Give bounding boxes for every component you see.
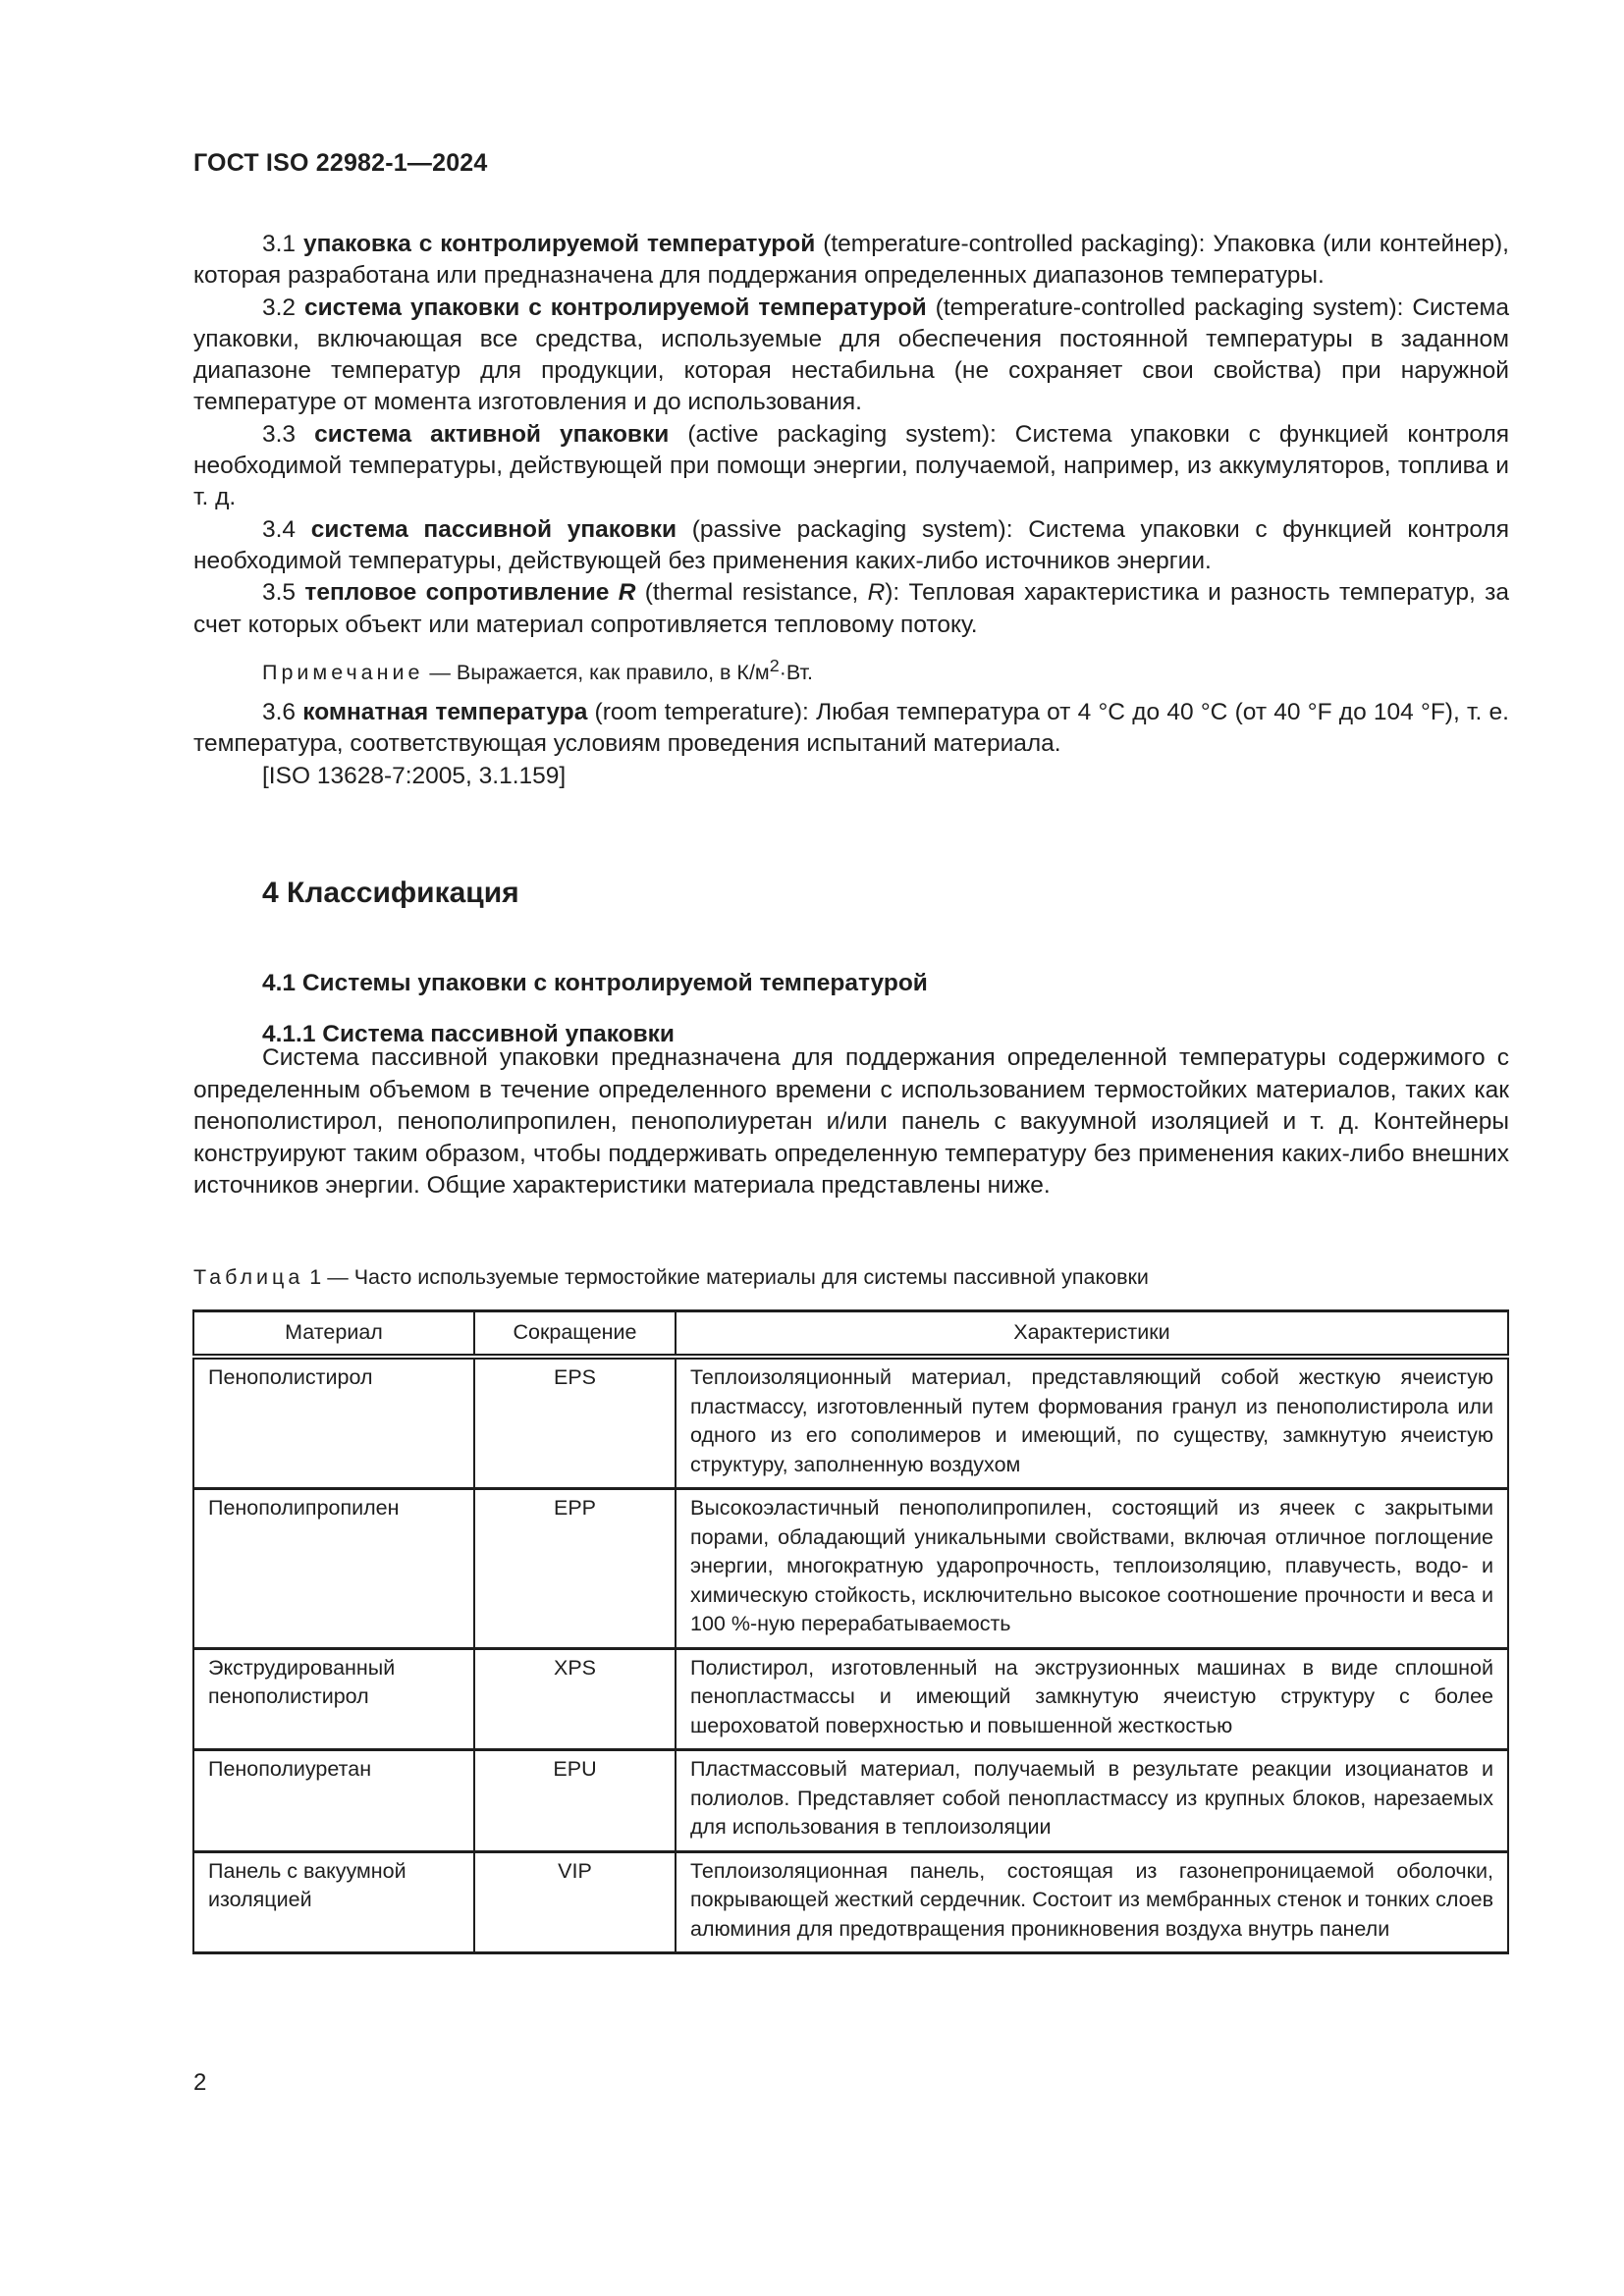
note-superscript: 2 bbox=[769, 655, 780, 675]
term-symbol-inline: R bbox=[867, 579, 886, 607]
table-row bbox=[193, 1750, 1508, 1852]
term-definition: (thermal resistance, bbox=[635, 579, 868, 607]
cell-characteristics: Теплоизоляционный материал, представляющий собой жесткую ячеистую пластмассу, изготовленный путем формования гранул из пенополистирола или одного из его сополимеров и имеющий, по существу, замкнутую ячеистую структуру, заполненную воздухом bbox=[676, 1357, 1508, 1489]
term-reference: [ISO 13628-7:2005, 3.1.159] bbox=[262, 762, 567, 789]
term-name: упаковка с контролируемой температурой bbox=[302, 231, 816, 257]
cell-material: Панель с вакуумной изоляцией bbox=[193, 1851, 474, 1953]
term-number: 3.1 bbox=[262, 231, 297, 257]
cell-abbreviation: VIP bbox=[474, 1851, 676, 1953]
column-header-material: Материал bbox=[193, 1311, 474, 1358]
cell-material: Экструдированный пенополистирол bbox=[193, 1648, 474, 1750]
term-definition: (temperature-controlled packaging system): Система упаковки, включающая все средства, используемые для обеспечения постоянной температуры в заданном диапазоне температур для продукции, которая нестабильна (не сохраняет свои свойства) при наружной температуре от момента изготовления и до использования. bbox=[193, 294, 1509, 416]
note bbox=[262, 651, 1509, 687]
note-text-end: ·Вт. bbox=[779, 661, 813, 685]
note-label: Примечание bbox=[262, 661, 424, 685]
table-caption-text: 1 — Часто используемые термостойкие материалы для системы пассивной упаковки bbox=[303, 1265, 1149, 1289]
cell-abbreviation: EPS bbox=[474, 1357, 676, 1489]
term-number: 3.3 bbox=[262, 420, 297, 448]
cell-characteristics: Пластмассовый материал, получаемый в результате реакции изоцианатов и полиолов. Представляет собой пенопластмассу из крупных блоков, нарезаемых для использования в теплоизоляции bbox=[676, 1750, 1508, 1852]
term-3-4 bbox=[193, 514, 1509, 578]
document-code-header: ГОСТ ISO 22982-1—2024 bbox=[193, 149, 488, 177]
table-header-row bbox=[193, 1311, 1508, 1358]
materials-table bbox=[192, 1309, 1509, 1954]
paragraph: Система пассивной упаковки предназначена для поддержания определенной температуры содержимого с определенным объемом в течение определенного времени с использованием термостойких материалов, таких как пенополистирол, пенополипропилен, пенополиуретан и/или панель с вакуумной изоляцией и т. д. Контейнеры конструируют таким образом, чтобы поддерживать определенную температуру без применения каких-либо внешних источников энергии. Общие характеристики материала представлены ниже. bbox=[193, 1044, 1509, 1200]
column-header-abbreviation: Сокращение bbox=[474, 1311, 676, 1358]
table-row bbox=[193, 1489, 1508, 1649]
term-3-3 bbox=[193, 419, 1509, 514]
term-number: 3.6 bbox=[262, 699, 297, 726]
cell-material: Пенополиуретан bbox=[193, 1750, 474, 1852]
term-definition: (active packaging system): Система упаковки с функцией контроля необходимой температуры, действующей при помощи энергии, получаемой, например, из аккумуляторов, топлива и т. д. bbox=[193, 420, 1510, 511]
term-name: тепловое сопротивление bbox=[304, 579, 610, 607]
term-name: система пассивной упаковки bbox=[310, 515, 677, 543]
cell-characteristics: Теплоизоляционная панель, состоящая из газонепроницаемой оболочки, покрывающей жесткий сердечник. Состоит из мембранных стенок и тонких слоев алюминия для предотвращения проникновения воздуха внутрь панели bbox=[676, 1851, 1508, 1953]
term-3-2 bbox=[193, 293, 1509, 419]
term-definition: (room temperature): Любая температура от 4 °C до 40 °C (от 40 °F до 104 °F), т. е. температура, соответствующая условиям проведения испытаний материала. bbox=[193, 699, 1509, 758]
subsection-title-4-1: 4.1 Системы упаковки с контролируемой температурой bbox=[262, 970, 928, 996]
cell-material: Пенополистирол bbox=[193, 1357, 474, 1489]
page-number: 2 bbox=[193, 2069, 207, 2096]
term-definition-cont: ): Тепловая характеристика и разность температур, за счет которых объект или материал сопротивляется тепловому потоку. bbox=[193, 579, 1509, 638]
term-name: система упаковки с контролируемой температурой bbox=[303, 294, 927, 321]
cell-abbreviation: EPU bbox=[474, 1750, 676, 1852]
table-caption bbox=[193, 1264, 1149, 1290]
section-4-1-1-body bbox=[193, 1042, 1509, 1202]
cell-material: Пенополипропилен bbox=[193, 1489, 474, 1649]
cell-characteristics: Полистирол, изготовленный на экструзионных машинах в виде сплошной пенопластмассы и имеющий замкнутую ячеистую структуру с более шероховатой поверхностью и повышенной жесткостью bbox=[676, 1648, 1508, 1750]
term-symbol: R bbox=[618, 579, 636, 607]
term-definition: (temperature-controlled packaging): Упаковка (или контейнер), которая разработана или предназначена для поддержания определенных диапазонов температуры. bbox=[193, 231, 1509, 290]
term-3-5 bbox=[193, 577, 1509, 641]
cell-abbreviation: XPS bbox=[474, 1648, 676, 1750]
note-dash: — bbox=[423, 661, 457, 685]
table-row bbox=[193, 1357, 1508, 1489]
term-definition: (passive packaging system): Система упаковки с функцией контроля необходимой температуры, действующей без применения каких-либо источников энергии. bbox=[193, 515, 1509, 574]
section-title-4: 4 Классификация bbox=[262, 877, 519, 909]
terms-definitions bbox=[193, 229, 1509, 792]
table-row bbox=[193, 1851, 1508, 1953]
term-number: 3.5 bbox=[262, 579, 297, 607]
column-header-characteristics: Характеристики bbox=[676, 1311, 1508, 1358]
cell-abbreviation: EPP bbox=[474, 1489, 676, 1649]
term-name: система активной упаковки bbox=[314, 420, 670, 448]
note-text: Выражается, как правило, в К/м bbox=[456, 661, 770, 685]
term-3-1 bbox=[193, 229, 1509, 293]
table-row bbox=[193, 1648, 1508, 1750]
cell-characteristics: Высокоэластичный пенополипропилен, состоящий из ячеек с закрытыми порами, обладающий уникальными свойствами, включая отличное поглощение энергии, многократную ударопрочность, теплоизоляцию, плавучесть, водо- и химическую стойкость, исключительно высокое соотношение прочности и веса и 100 %-ную перерабатываемость bbox=[676, 1489, 1508, 1649]
term-name: комнатная температура bbox=[302, 699, 588, 726]
term-3-6 bbox=[193, 697, 1509, 761]
subsection-title-4-1-1: 4.1.1 Система пассивной упаковки bbox=[262, 1021, 675, 1047]
term-number: 3.4 bbox=[262, 515, 297, 543]
table-caption-label: Таблица bbox=[193, 1265, 304, 1289]
term-number: 3.2 bbox=[262, 294, 297, 321]
